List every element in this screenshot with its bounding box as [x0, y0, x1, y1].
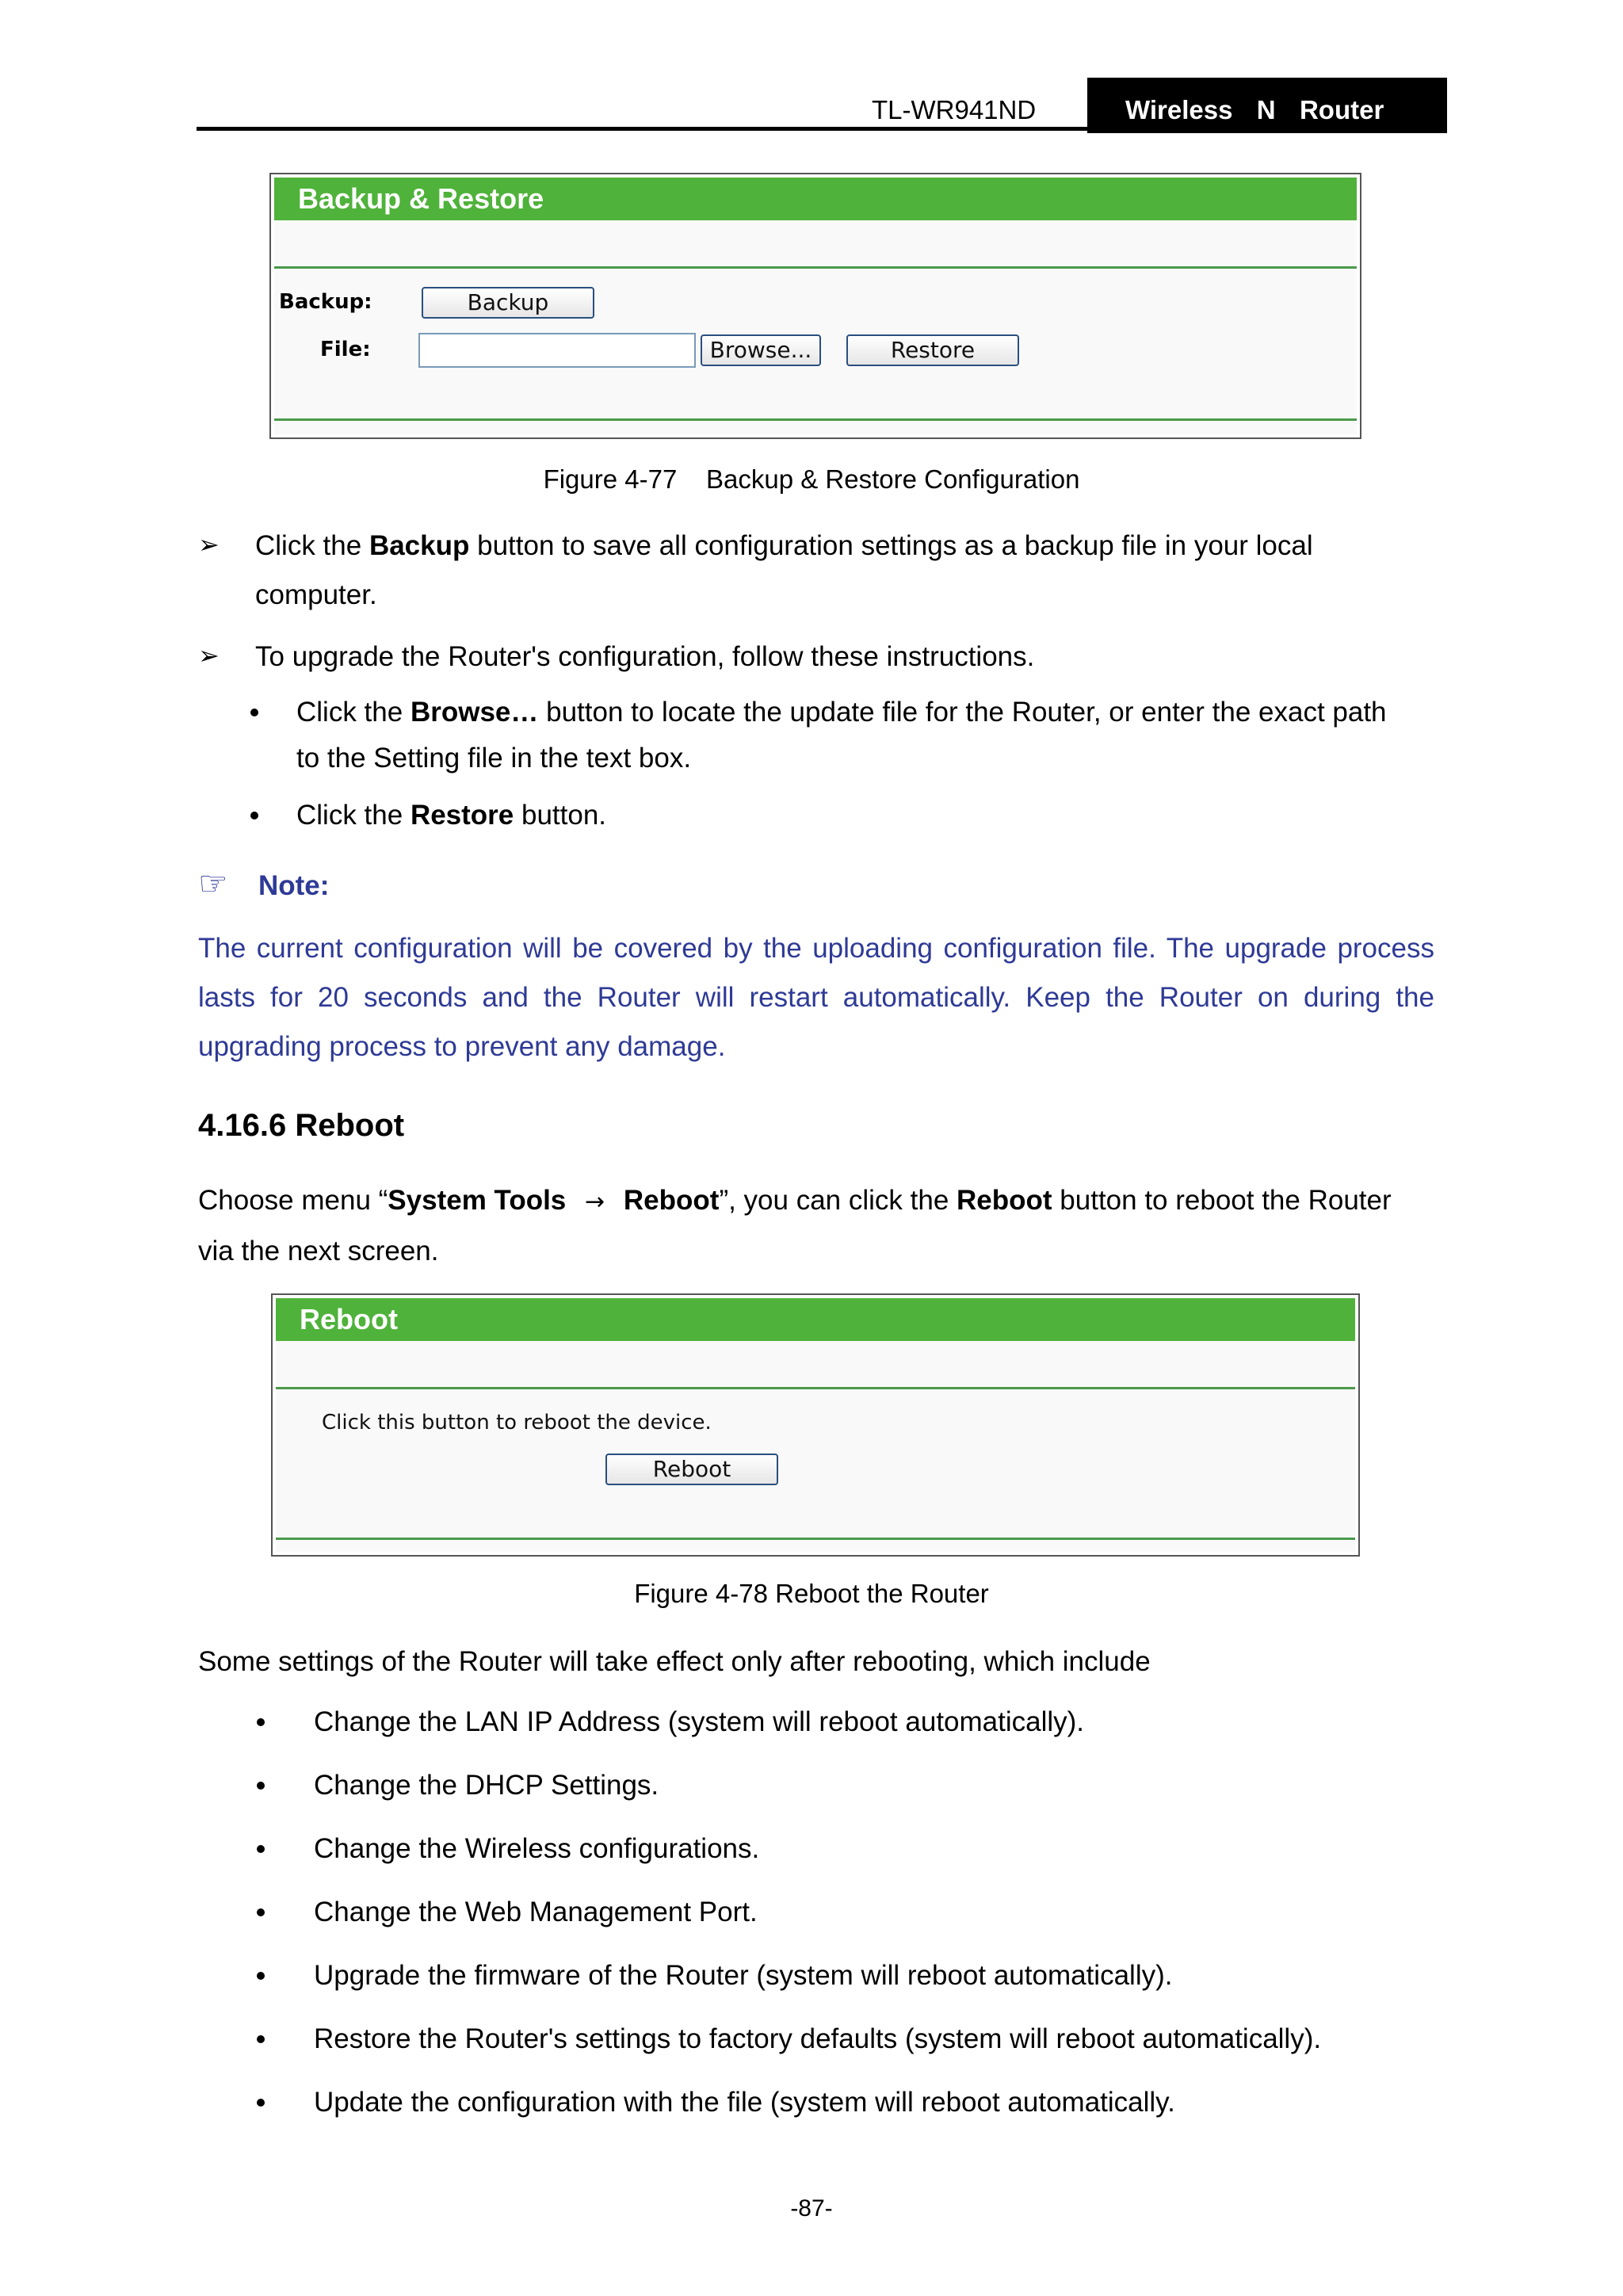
header-product: Wireless N Router — [1125, 95, 1384, 124]
figure-77-caption: Figure 4-77 Backup & Restore Configuration — [543, 464, 1080, 494]
settings-item: Change the LAN IP Address (system will reboot automatically). — [314, 1706, 1085, 1737]
backup-restore-panel — [269, 173, 1361, 439]
pointing-hand-icon: ☞ — [198, 864, 228, 903]
reboot-button[interactable]: Reboot — [605, 1454, 778, 1485]
divider — [276, 1538, 1355, 1540]
sub-bullet-restore: Click the Restore button. — [296, 800, 607, 831]
panel-title: Reboot — [276, 1298, 1355, 1341]
divider — [276, 1387, 1355, 1389]
header-model: TL-WR941ND — [872, 95, 1037, 124]
bullet-dot — [250, 812, 258, 819]
panel-title: Backup & Restore — [274, 178, 1357, 220]
reboot-instruction: Click this button to reboot the device. — [322, 1411, 712, 1435]
header-rule — [197, 127, 1447, 131]
file-path-input[interactable] — [418, 333, 696, 368]
arrow-bullet-icon: ➢ — [198, 530, 220, 559]
divider — [274, 266, 1357, 269]
file-label: File: — [320, 338, 371, 361]
settings-item: Change the Web Management Port. — [314, 1897, 758, 1927]
page-number: -87- — [790, 2195, 833, 2222]
bullet-dot — [257, 2099, 265, 2107]
bullet-dot — [257, 1782, 265, 1790]
panel-body — [276, 1341, 1355, 1552]
divider — [274, 418, 1357, 421]
note-line-3: upgrading process to prevent any damage. — [198, 1031, 726, 1062]
bullet-dot — [257, 2035, 265, 2043]
panel-body — [274, 220, 1357, 434]
bullet-dot — [257, 1718, 265, 1726]
bullet-upgrade: To upgrade the Router's configuration, follow these instructions. — [255, 641, 1035, 672]
note-line-1: The current configuration will be covered by the uploading configuration file. The upgrade process — [198, 933, 1434, 964]
settings-item: Update the configuration with the file (system will reboot automatically. — [314, 2087, 1175, 2118]
note-label: Note: — [258, 870, 330, 901]
settings-item: Change the Wireless configurations. — [314, 1833, 760, 1864]
restore-button[interactable]: Restore — [846, 334, 1019, 366]
bullet-dot — [257, 1908, 265, 1916]
bullet-dot — [250, 709, 258, 716]
arrow-bullet-icon: ➢ — [198, 641, 220, 670]
arrow-right-icon: → — [585, 1188, 605, 1216]
bullet-backup: Click the Backup button to save all configuration settings as a backup file in your local computer. — [255, 530, 1313, 610]
section-title: 4.16.6 Reboot — [198, 1108, 405, 1143]
settings-item: Restore the Router's settings to factory defaults (system will reboot automatically). — [314, 2023, 1322, 2054]
bullet-dot — [257, 1845, 265, 1853]
settings-intro: Some settings of the Router will take effect only after rebooting, which include — [198, 1646, 1151, 1677]
figure-78-caption: Figure 4-78 Reboot the Router — [634, 1579, 989, 1608]
settings-item: Change the DHCP Settings. — [314, 1770, 659, 1801]
backup-label: Backup: — [279, 290, 372, 314]
reboot-intro: Choose menu “System Tools → Reboot”, you can click the Reboot button to reboot the Router via the next screen. — [198, 1185, 1392, 1266]
backup-button[interactable]: Backup — [422, 287, 594, 319]
reboot-panel — [271, 1293, 1360, 1557]
note-line-2: lasts for 20 seconds and the Router will restart automatically. Keep the Router on during the — [198, 982, 1434, 1013]
bullet-dot — [257, 1972, 265, 1980]
settings-item: Upgrade the firmware of the Router (system will reboot automatically). — [314, 1960, 1173, 1991]
sub-bullet-browse: Click the Browse… button to locate the update file for the Router, or enter the exact path to the Setting file in the text box. — [296, 697, 1387, 774]
browse-button[interactable]: Browse... — [701, 334, 821, 366]
